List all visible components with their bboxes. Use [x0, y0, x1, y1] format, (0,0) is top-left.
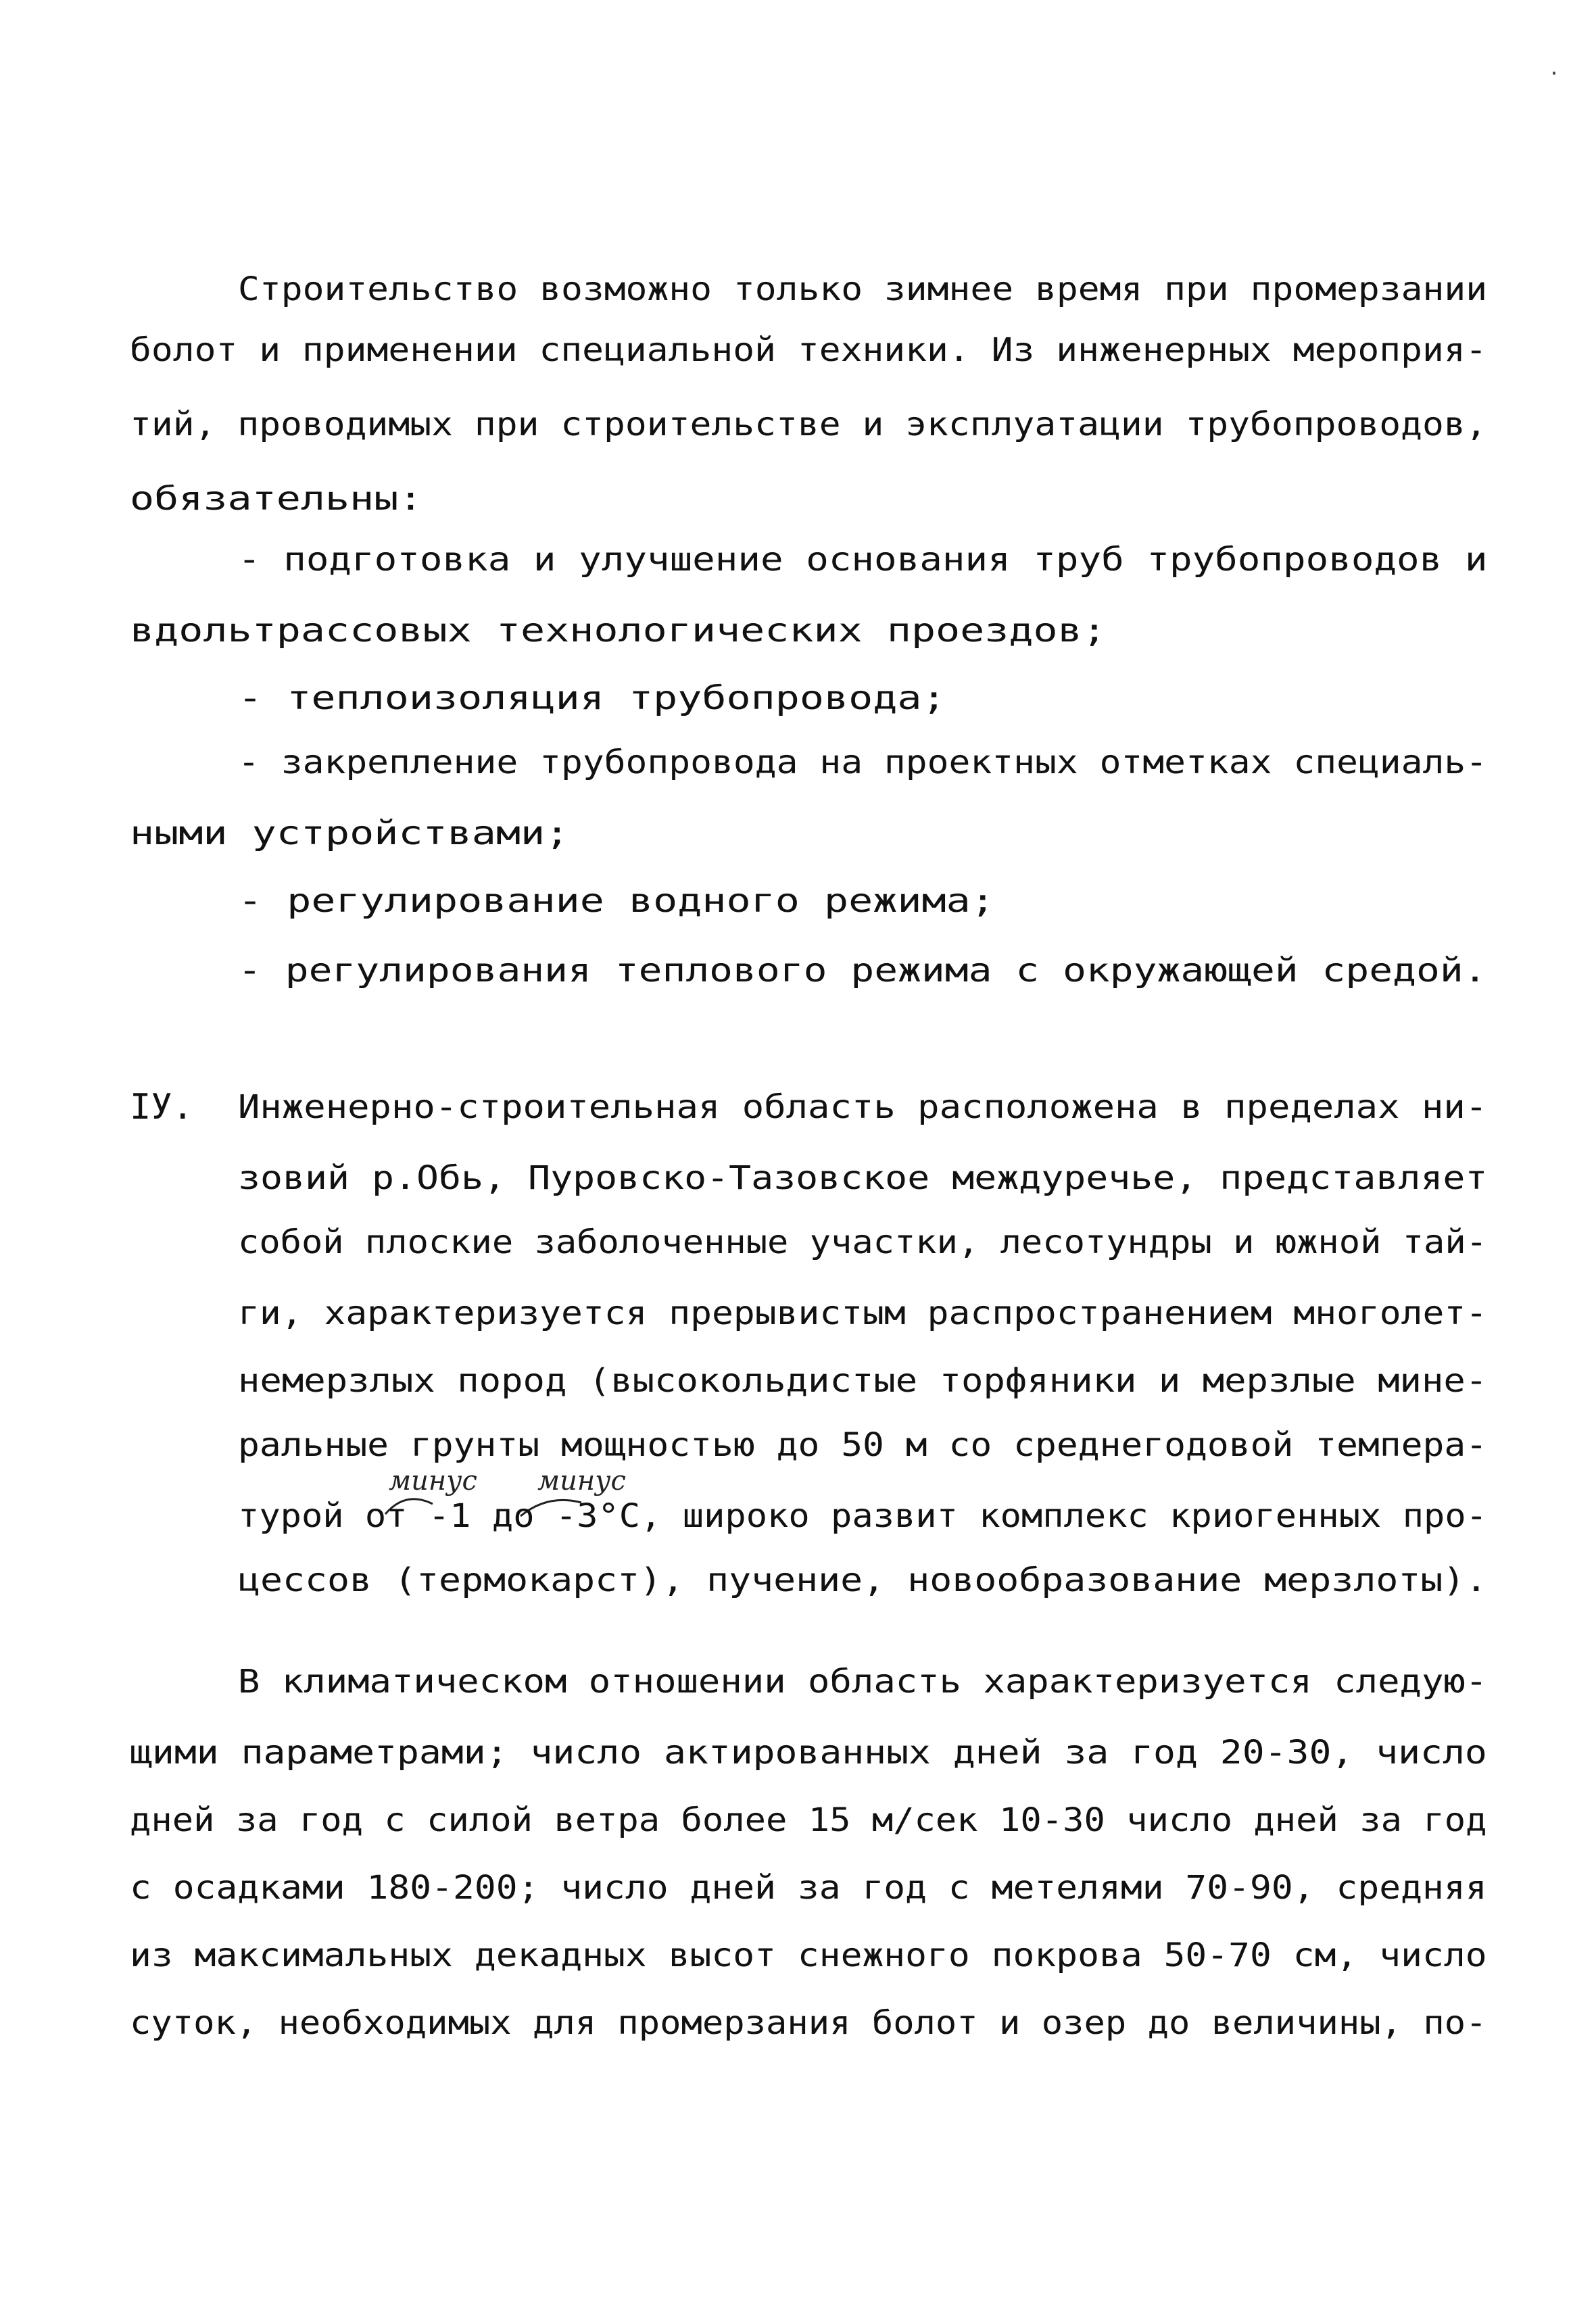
section-line: Инженерно-строительная область расположена в пределах ни-: [238, 1088, 1488, 1126]
paragraph-line: Строительство возможно только зимнее время при промерзании: [238, 270, 1488, 308]
climate-line: суток, необходимых для промерзания болот и озер до величины, по-: [130, 2004, 1487, 2042]
section-line: немерзлых пород (высокольдистые торфяники и мерзлые мине-: [238, 1362, 1488, 1400]
list-item: - закрепление трубопровода на проектных отметках специаль-: [238, 744, 1488, 781]
handwritten-note: минус: [537, 1465, 626, 1496]
section-line: ральные грунты мощностью до 50 м со среднегодовой темпера-: [238, 1426, 1488, 1464]
scan-mark: ·: [1548, 62, 1561, 86]
climate-line: из максимальных декадных высот снежного покрова 50-70 см, число: [130, 1936, 1487, 1974]
section-line: цессов (термокарст), пучение, новообразование мерзлоты).: [238, 1561, 1488, 1599]
list-item: - теплоизоляция трубопровода;: [238, 679, 946, 717]
section-line: ги, характеризуется прерывистым распространением многолет-: [238, 1294, 1488, 1332]
section-number: IУ.: [130, 1087, 193, 1127]
section-line: зовий р.Обь, Пуровско-Тазовское междуречье, представляет: [238, 1159, 1488, 1197]
list-item: - подготовка и улучшение основания труб трубопроводов и: [238, 541, 1488, 579]
paragraph-line: болот и применении специальной техники. Из инженерных мероприя-: [130, 331, 1487, 369]
paragraph-line: тий, проводимых при строительстве и эксплуатации трубопроводов,: [130, 406, 1487, 443]
list-item-continuation: вдольтрассовых технологических проездов;: [130, 612, 1107, 650]
list-item: - регулирование водного режима;: [238, 882, 995, 920]
section-line: собой плоские заболоченные участки, лесотундры и южной тай-: [238, 1223, 1488, 1261]
section-line: турой от -1 до -3°С, широко развит комплекс криогенных про-: [238, 1497, 1488, 1535]
handwritten-note: минус: [389, 1465, 477, 1496]
climate-line: щими параметрами; число актированных дней за год 20-30, число: [130, 1734, 1487, 1772]
paragraph-line: обязательны:: [130, 480, 423, 518]
climate-line: дней за год с силой ветра более 15 м/сек 10-30 число дней за год: [130, 1801, 1487, 1839]
list-item-continuation: ными устройствами;: [130, 814, 570, 852]
list-item: - регулирования теплового режима с окружающей средой.: [238, 952, 1487, 990]
climate-line: В климатическом отношении область характеризуется следую-: [238, 1663, 1488, 1701]
climate-line: с осадками 180-200; число дней за год с метелями 70-90, средняя: [130, 1869, 1487, 1907]
